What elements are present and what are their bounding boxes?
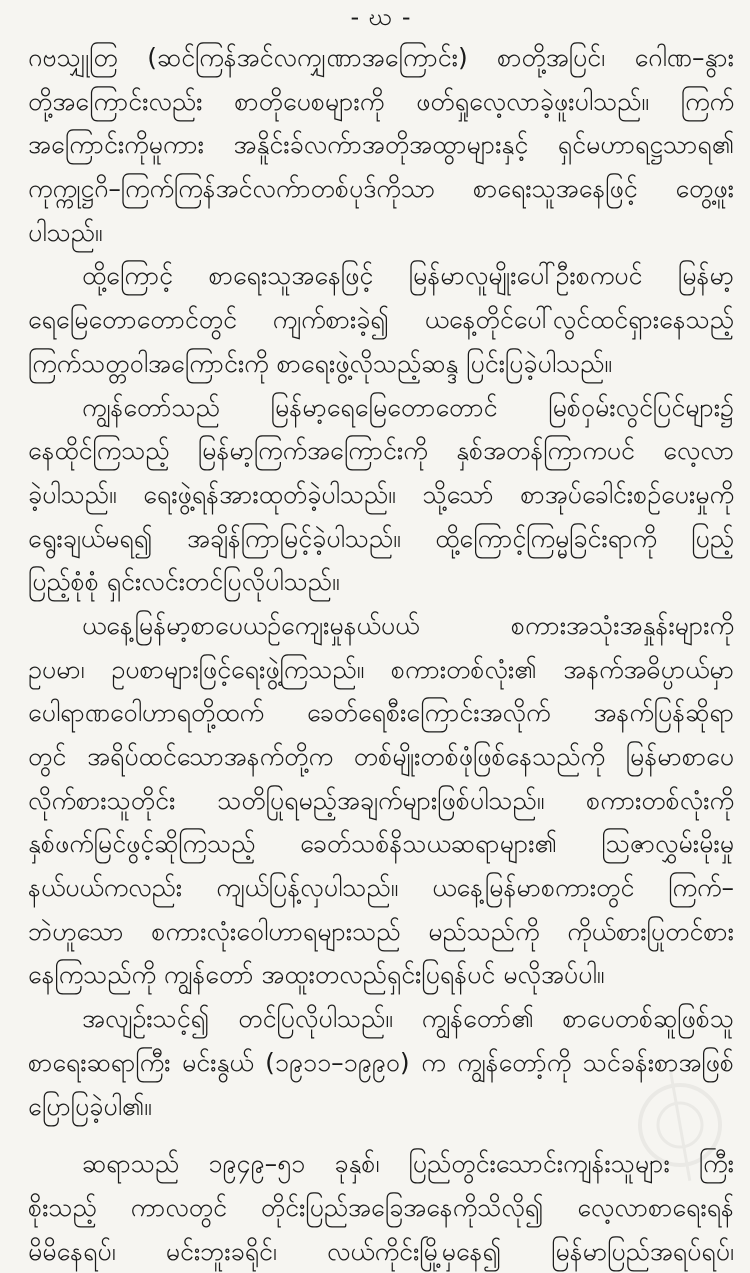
paragraph-5: [28, 997, 734, 1128]
text-line: ကြက်သတ္တဝါအကြောင်းကို စာရေးဖွဲ့လိုသည့်ဆန္ဒ ပြင်းပြခဲ့ပါသည်။: [28, 348, 612, 378]
text-line: ပြည့်စုံစုံ ရှင်းလင်းတင်ပြလိုပါသည်။: [28, 567, 340, 597]
text-line: စာရေးဆရာကြီး မင်းနွယ် (၁၉၁၁–၁၉၉၀) က ကျွန်တော့်ကို သင်ခန်းစာအဖြစ်: [28, 1047, 734, 1077]
text-line: တို့အကြောင်းလည်း စာတိုပေစများကို ဖတ်ရှုလေ့လာခဲ့ဖူးပါသည်။ ကြက်: [28, 86, 734, 116]
text-line: ဂဗသျှုတြ (ဆင်ကြန်အင်လကျှဏာအကြောင်း) စာတို့အပြင်၊ ဂေါဏ–နွား: [28, 43, 734, 72]
text-line: ကျွန်တော်သည် မြန်မာ့ရေမြေတောတောင် မြစ်ဝှမ်းလွင်ပြင်များ၌: [82, 392, 734, 422]
text-line: ပေါရာဏဝေါဟာရတို့ထက် ခေတ်ရေစီးကြောင်းအလိုက် အနက်ပြန်ဆိုရာ: [28, 698, 734, 728]
paragraph-1: [28, 36, 734, 254]
text-line: ဆရာသည် ၁၉၄၉–၅၁ ခုနှစ်၊ ပြည်တွင်းသောင်းကျန်းသူများ ကြီး: [82, 1149, 734, 1179]
text-line: မိမိနေရပ်၊ မင်းဘူးခရိုင်၊ လယ်ကိုင်းမြို့မှနေ၍ မြန်မာပြည်အရပ်ရပ်၊: [28, 1236, 734, 1266]
text-line: အကြောင်းကိုမူကား အနိူင်းခ်လက်ာအတိုအထွာများနှင့် ရှင်မဟာရဋ္ဌသာရ၏: [28, 130, 734, 160]
text-line: အလျဉ်းသင့်၍ တင်ပြလိုပါသည်။ ကျွန်တော်၏ စာပေတစ်ဆူဖြစ်သူ: [82, 1004, 734, 1034]
text-line: ထို့ကြောင့် စာရေးသူအနေဖြင့် မြန်မာလူမျိုးပေါ်ဦးစကပင် မြန်မာ့: [82, 261, 734, 291]
text-line: ကုက္ကုဋ္ဌဂိ–ကြက်ကြန်အင်လက်ာတစ်ပုဒ်ကိုသာ စာရေးသူအနေဖြင့် တွေ့ဖူး: [28, 174, 734, 204]
paragraph-6: [28, 1142, 734, 1273]
text-line: ပါသည်။: [28, 217, 103, 247]
text-line: ရွေးချယ်မရ၍ အချိန်ကြာမြင့်ခဲ့ပါသည်။ ထို့ကြောင့်ကြမ္မခြင်းရာကို ပြည့်: [28, 523, 734, 553]
paragraph-2: [28, 254, 734, 385]
text-line: ရေမြေတောတောင်တွင် ကျက်စားခဲ့၍ ယနေ့တိုင်ပေါ်လွင်ထင်ရှားနေသည့်: [28, 305, 734, 335]
text-line: လိုက်စားသူတိုင်း သတိပြုရမည့်အချက်များဖြစ်ပါသည်။ စကားတစ်လုံးကို: [28, 785, 734, 815]
text-line: စိုးသည့် ကာလတွင် တိုင်းပြည်အခြေအနေကိုသိလို၍ လေ့လာစာရေးရန်: [28, 1192, 734, 1222]
text-line: ပြောပြခဲ့ပါ၏။: [28, 1091, 152, 1121]
text-line: ယနေ့မြန်မာ့စာပေယဉ်ကျေးမှုနယ်ပယ် စကားအသုံးအနှုန်းများကို: [82, 610, 734, 640]
text-line: နှစ်ဖက်မြင်ဖွင့်ဆိုကြသည့် ခေတ်သစ်နိသယဆရာများ၏ သြဇာလွှမ်းမိုးမှု: [28, 829, 734, 859]
text-line: နေထိုင်ကြသည့် မြန်မာ့ကြက်အကြောင်းကို နှစ်အတန်ကြာကပင် လေ့လာ: [28, 436, 734, 466]
page-number: - ဃ -: [350, 3, 412, 31]
text-line: တွင် အရိပ်ထင်သောအနက်တို့က တစ်မျိုးတစ်ဖုံဖြစ်နေသည်ကို မြန်မာစာပေ: [28, 742, 734, 771]
text-line: နယ်ပယ်ကလည်း ကျယ်ပြန့်လှပါသည်။ ယနေ့မြန်မာစကားတွင် ကြက်–: [28, 873, 734, 903]
text-line: ဘဲဟူသော စကားလုံးဝေါဟာရများသည် မည်သည်ကို ကိုယ်စားပြုတင်စား: [28, 916, 734, 946]
text-line: နေကြသည်ကို ကျွန်တော် အထူးတလည်ရှင်းပြရန်ပင် မလိုအပ်ပါ။: [28, 960, 605, 990]
text-line: ခဲ့ပါသည်။ ရေးဖွဲ့ရန်အားထုတ်ခဲ့ပါသည်။ သို့သော် စာအုပ်ခေါင်းစဉ်ပေးမှုကို: [28, 479, 734, 509]
text-line: ဥပမာ၊ ဥပစာများဖြင့်ရေးဖွဲ့ကြသည်။ စကားတစ်လုံး၏ အနက်အဓိပ္ပာယ်မှာ: [28, 654, 734, 684]
paragraph-4: [28, 604, 734, 997]
paragraph-3: [28, 386, 734, 604]
